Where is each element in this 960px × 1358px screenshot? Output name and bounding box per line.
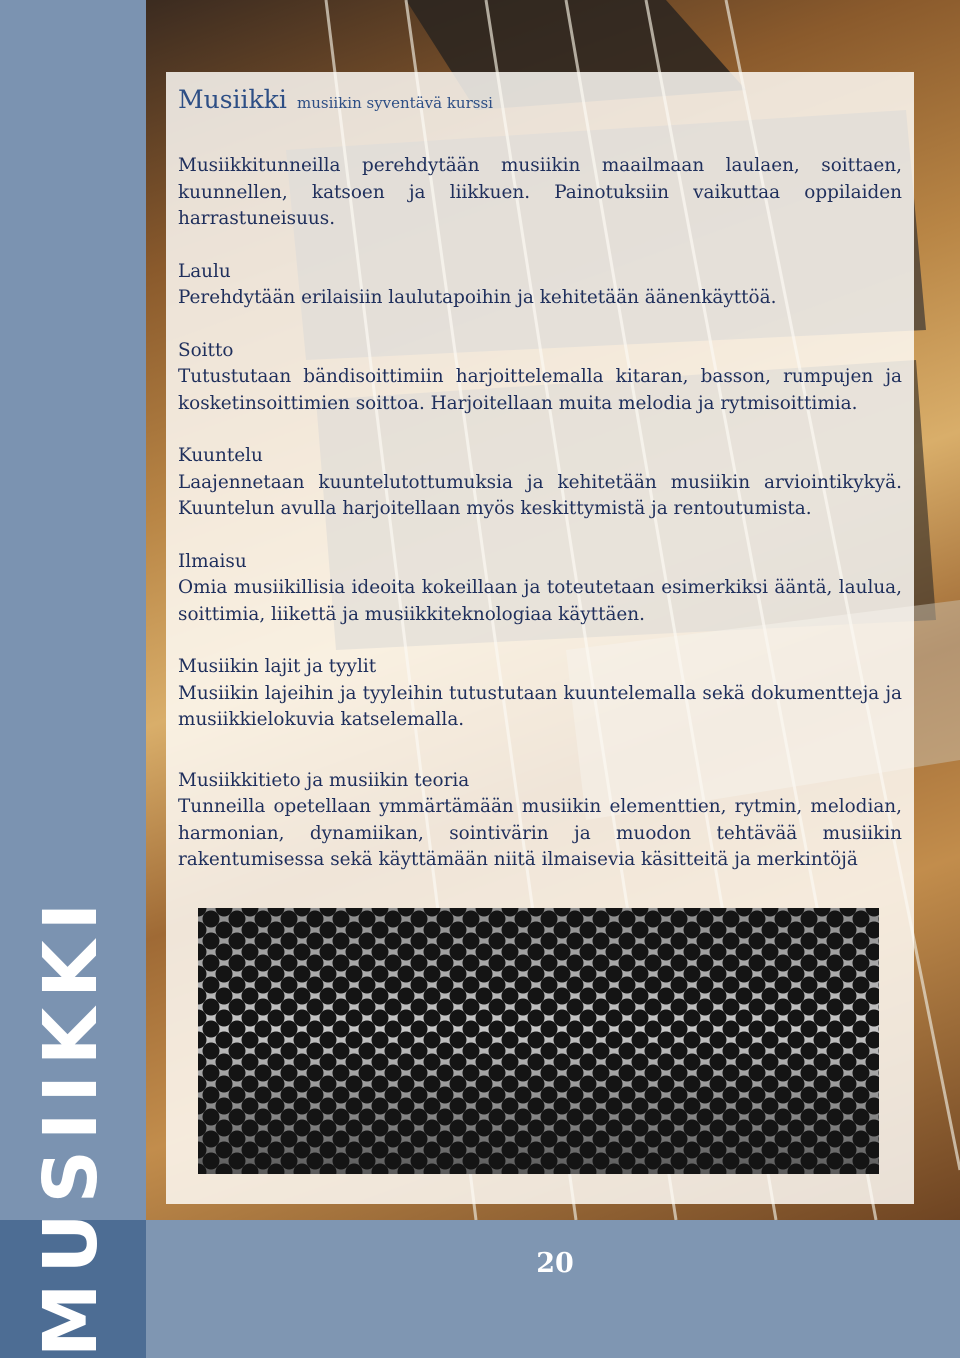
section-kuuntelu [178, 443, 902, 523]
section-title: Musiikkitieto ja musiikin teoria [178, 769, 470, 791]
speaker-grille-photo [198, 908, 879, 1174]
section-soitto [178, 338, 902, 418]
section-musiikin-lajit [178, 654, 902, 734]
section-title: Laulu [178, 260, 231, 282]
heading-subtitle: musiikin syventävä kurssi [297, 94, 493, 112]
section-text: Omia musiikillisia ideoita kokeillaan ja toteutetaan esimerkiksi ääntä, laulua, soittimia, liikettä ja musiikkiteknologiaa käyttäen. [178, 577, 902, 625]
page-number: 20 [536, 1248, 574, 1279]
section-title: Musiikin lajit ja tyylit [178, 656, 377, 677]
section-ilmaisu [178, 549, 902, 629]
section-laulu [178, 259, 902, 312]
vertical-chapter-title [28, 892, 114, 1358]
bottom-strip [146, 1220, 960, 1358]
section-title: Kuuntelu [178, 445, 263, 466]
section-title: Soitto [178, 339, 234, 361]
section-text: Tunneilla opetellaan ymmärtämään musiikin elementtien, rytmin, melodian, harmonian, dynamiikan, sointivärin ja muodon tehtävää musiikin rakentumisessa sekä käyttämään niitä ilmaisevia käsitteitä ja merkintöjä [178, 796, 902, 870]
heading-title: Musiikki [178, 85, 287, 114]
intro-paragraph: Musiikkitunneilla perehdytään musiikin maailmaan laulaen, soittaen, kuunnellen, katsoen ja liikkuen. Painotuksiin vaikuttaa oppilaiden harrastuneisuus. [178, 155, 902, 229]
page-heading [178, 78, 902, 116]
section-text: Musiikin lajeihin ja tyyleihin tutustutaan kuuntelemalla sekä dokumentteja ja musiikkielokuvia katselemalla. [178, 682, 902, 730]
vertical-chapter-title-text: MUSIIKKI [28, 892, 114, 1358]
section-text: Perehdytään erilaisiin laulutapoihin ja kehitetään äänenkäyttöä. [178, 287, 777, 308]
section-text: Tutustutaan bändisoittimiin harjoittelemalla kitaran, basson, rumpujen ja kosketinsoittimien soittoa. Harjoitellaan muita melodia ja rytmisoittimia. [178, 366, 902, 414]
section-musiikkitieto [178, 768, 902, 874]
section-text: Laajennetaan kuuntelutottumuksia ja kehitetään musiikin arviointikykyä. Kuuntelun avulla harjoitellaan myös keskittymistä ja rentoutumista. [178, 471, 902, 519]
section-title: Ilmaisu [178, 550, 247, 572]
panel-content [178, 78, 902, 874]
